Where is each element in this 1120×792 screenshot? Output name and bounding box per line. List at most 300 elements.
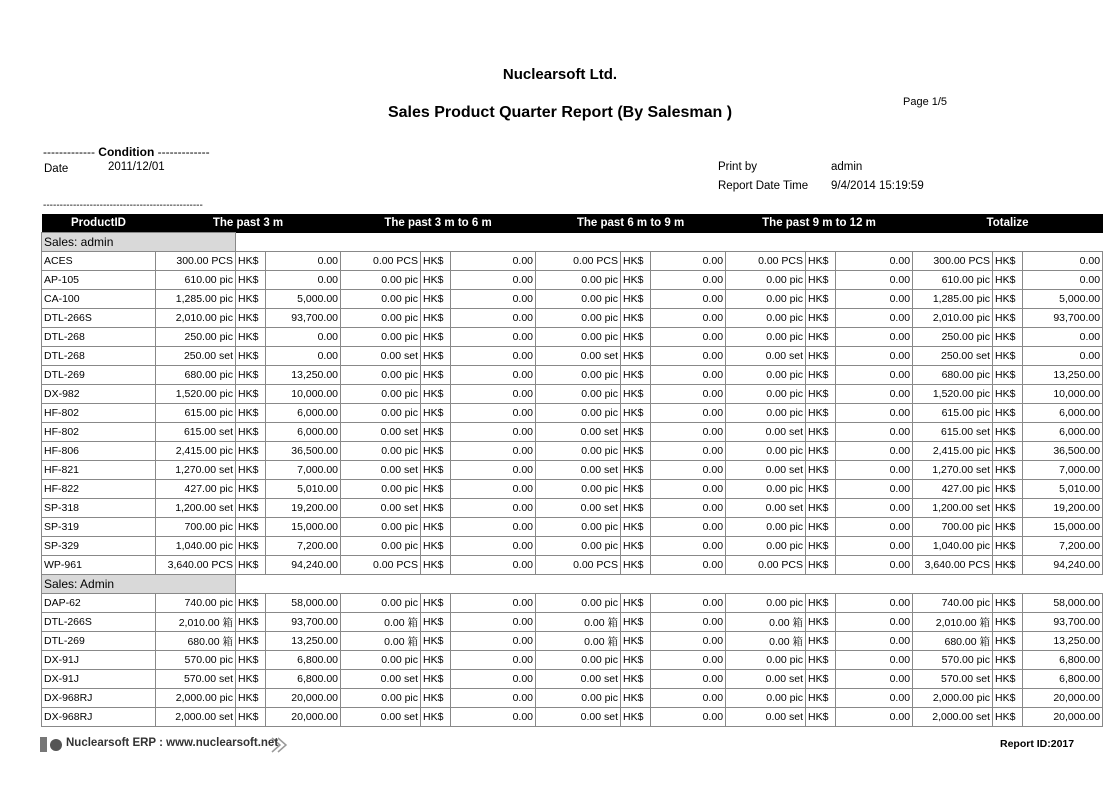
quantity-cell: 0.00 pic (726, 594, 806, 613)
currency-cell: HK$ (236, 556, 266, 575)
amount-cell: 7,000.00 (266, 461, 341, 480)
quantity-cell: 2,010.00 箱 (156, 613, 236, 632)
amount-cell: 36,500.00 (266, 442, 341, 461)
quantity-cell: 250.00 set (913, 347, 993, 366)
currency-cell: HK$ (806, 708, 836, 727)
currency-cell: HK$ (421, 271, 451, 290)
amount-cell: 58,000.00 (266, 594, 341, 613)
quantity-cell: 0.00 箱 (726, 613, 806, 632)
amount-cell: 6,800.00 (1023, 651, 1103, 670)
quantity-cell: 0.00 set (341, 499, 421, 518)
amount-cell: 19,200.00 (266, 499, 341, 518)
quantity-cell: 0.00 pic (341, 385, 421, 404)
quantity-cell: 0.00 pic (536, 537, 621, 556)
amount-cell: 0.00 (451, 385, 536, 404)
table-row (42, 461, 1103, 480)
amount-cell: 0.00 (651, 594, 726, 613)
quantity-cell: 0.00 PCS (536, 556, 621, 575)
product-id-cell: DTL-268 (42, 347, 156, 366)
currency-cell: HK$ (421, 670, 451, 689)
date-label: Date (44, 163, 69, 175)
amount-cell: 20,000.00 (266, 708, 341, 727)
amount-cell: 5,000.00 (266, 290, 341, 309)
page-indicator: Page 1/5 (903, 96, 948, 108)
quantity-cell: 0.00 pic (726, 309, 806, 328)
product-id-cell: HF-822 (42, 480, 156, 499)
amount-cell: 15,000.00 (1023, 518, 1103, 537)
currency-cell: HK$ (236, 518, 266, 537)
amount-cell: 0.00 (451, 480, 536, 499)
currency-cell: HK$ (236, 385, 266, 404)
currency-cell: HK$ (236, 442, 266, 461)
currency-cell: HK$ (993, 309, 1023, 328)
amount-cell: 0.00 (451, 556, 536, 575)
group-header-row (42, 233, 1103, 252)
currency-cell: HK$ (806, 271, 836, 290)
quantity-cell: 615.00 set (156, 423, 236, 442)
currency-cell: HK$ (993, 385, 1023, 404)
currency-cell: HK$ (806, 632, 836, 651)
currency-cell: HK$ (806, 366, 836, 385)
quantity-cell: 0.00 pic (726, 480, 806, 499)
currency-cell: HK$ (806, 518, 836, 537)
date-value: 2011/12/01 (108, 161, 165, 173)
quantity-cell: 0.00 箱 (726, 632, 806, 651)
quantity-cell: 0.00 pic (341, 366, 421, 385)
currency-cell: HK$ (236, 328, 266, 347)
table-row (42, 708, 1103, 727)
amount-cell: 0.00 (651, 480, 726, 499)
quantity-cell: 0.00 pic (536, 309, 621, 328)
table-row (42, 252, 1103, 271)
currency-cell: HK$ (993, 347, 1023, 366)
amount-cell: 94,240.00 (266, 556, 341, 575)
quantity-cell: 0.00 pic (341, 442, 421, 461)
amount-cell: 0.00 (266, 252, 341, 271)
currency-cell: HK$ (236, 708, 266, 727)
amount-cell: 0.00 (651, 651, 726, 670)
amount-cell: 0.00 (651, 328, 726, 347)
currency-cell: HK$ (993, 670, 1023, 689)
currency-cell: HK$ (993, 366, 1023, 385)
quantity-cell: 570.00 set (156, 670, 236, 689)
amount-cell: 0.00 (451, 537, 536, 556)
salesman-group-label: Sales: admin (42, 233, 236, 252)
quantity-cell: 1,285.00 pic (156, 290, 236, 309)
quantity-cell: 0.00 pic (341, 404, 421, 423)
quantity-cell: 0.00 箱 (536, 613, 621, 632)
amount-cell: 0.00 (651, 499, 726, 518)
currency-cell: HK$ (421, 366, 451, 385)
report-time-label: Report Date Time (718, 180, 809, 192)
quantity-cell: 0.00 pic (536, 594, 621, 613)
currency-cell: HK$ (236, 423, 266, 442)
quantity-cell: 0.00 pic (536, 651, 621, 670)
amount-cell: 0.00 (451, 252, 536, 271)
currency-cell: HK$ (621, 594, 651, 613)
quantity-cell: 0.00 箱 (341, 632, 421, 651)
product-id-cell: DX-91J (42, 651, 156, 670)
quantity-cell: 0.00 pic (341, 271, 421, 290)
currency-cell: HK$ (421, 328, 451, 347)
currency-cell: HK$ (993, 328, 1023, 347)
quantity-cell: 615.00 pic (913, 404, 993, 423)
quantity-cell: 300.00 PCS (913, 252, 993, 271)
quantity-cell: 0.00 pic (536, 290, 621, 309)
quantity-cell: 0.00 pic (726, 537, 806, 556)
currency-cell: HK$ (421, 518, 451, 537)
amount-cell: 0.00 (451, 651, 536, 670)
currency-cell: HK$ (806, 423, 836, 442)
table-row (42, 632, 1103, 651)
group-header-row (42, 575, 1103, 594)
quantity-cell: 0.00 pic (341, 651, 421, 670)
amount-cell: 0.00 (651, 708, 726, 727)
product-id-cell: DTL-269 (42, 366, 156, 385)
amount-cell: 0.00 (836, 632, 913, 651)
amount-cell: 0.00 (1023, 328, 1103, 347)
amount-cell: 0.00 (651, 537, 726, 556)
quantity-cell: 3,640.00 PCS (156, 556, 236, 575)
amount-cell: 0.00 (836, 461, 913, 480)
quantity-cell: 680.00 箱 (913, 632, 993, 651)
quantity-cell: 0.00 set (726, 499, 806, 518)
amount-cell: 0.00 (266, 328, 341, 347)
amount-cell: 20,000.00 (266, 689, 341, 708)
currency-cell: HK$ (806, 613, 836, 632)
amount-cell: 0.00 (836, 708, 913, 727)
quantity-cell: 0.00 pic (536, 366, 621, 385)
currency-cell: HK$ (236, 594, 266, 613)
product-id-cell: DX-968RJ (42, 689, 156, 708)
currency-cell: HK$ (621, 632, 651, 651)
currency-cell: HK$ (993, 537, 1023, 556)
condition-dash-left: ------------- (43, 145, 95, 159)
quantity-cell: 0.00 箱 (536, 632, 621, 651)
currency-cell: HK$ (236, 290, 266, 309)
amount-cell: 0.00 (836, 252, 913, 271)
quantity-cell: 300.00 PCS (156, 252, 236, 271)
table-row (42, 537, 1103, 556)
quantity-cell: 0.00 set (726, 461, 806, 480)
currency-cell: HK$ (421, 442, 451, 461)
amount-cell: 15,000.00 (266, 518, 341, 537)
product-id-cell: DTL-268 (42, 328, 156, 347)
amount-cell: 20,000.00 (1023, 689, 1103, 708)
currency-cell: HK$ (806, 404, 836, 423)
quantity-cell: 0.00 pic (726, 271, 806, 290)
quantity-cell: 0.00 set (341, 708, 421, 727)
condition-divider: ------------------------------------------------ (43, 200, 203, 211)
quantity-cell: 0.00 pic (341, 689, 421, 708)
amount-cell: 5,010.00 (266, 480, 341, 499)
product-id-cell: DX-982 (42, 385, 156, 404)
amount-cell: 13,250.00 (266, 366, 341, 385)
currency-cell: HK$ (621, 423, 651, 442)
table-row (42, 556, 1103, 575)
currency-cell: HK$ (621, 480, 651, 499)
currency-cell: HK$ (621, 613, 651, 632)
quantity-cell: 0.00 PCS (341, 252, 421, 271)
currency-cell: HK$ (806, 309, 836, 328)
currency-cell: HK$ (621, 537, 651, 556)
quantity-cell: 2,000.00 set (156, 708, 236, 727)
company-name: Nuclearsoft Ltd. (502, 66, 618, 83)
quantity-cell: 0.00 set (341, 670, 421, 689)
amount-cell: 6,000.00 (266, 404, 341, 423)
currency-cell: HK$ (806, 461, 836, 480)
currency-cell: HK$ (621, 404, 651, 423)
currency-cell: HK$ (421, 556, 451, 575)
quantity-cell: 680.00 pic (913, 366, 993, 385)
currency-cell: HK$ (621, 708, 651, 727)
amount-cell: 0.00 (836, 537, 913, 556)
table-row (42, 309, 1103, 328)
quantity-cell: 0.00 pic (536, 689, 621, 708)
quantity-cell: 0.00 pic (726, 328, 806, 347)
amount-cell: 94,240.00 (1023, 556, 1103, 575)
amount-cell: 0.00 (651, 556, 726, 575)
quantity-cell: 0.00 pic (536, 442, 621, 461)
amount-cell: 13,250.00 (1023, 366, 1103, 385)
quantity-cell: 740.00 pic (156, 594, 236, 613)
amount-cell: 0.00 (836, 347, 913, 366)
col-totalize: Totalize (913, 214, 1103, 233)
currency-cell: HK$ (621, 328, 651, 347)
table-row (42, 689, 1103, 708)
currency-cell: HK$ (421, 347, 451, 366)
amount-cell: 0.00 (836, 271, 913, 290)
currency-cell: HK$ (993, 499, 1023, 518)
amount-cell: 6,800.00 (266, 651, 341, 670)
currency-cell: HK$ (806, 689, 836, 708)
quantity-cell: 0.00 set (341, 461, 421, 480)
currency-cell: HK$ (621, 651, 651, 670)
amount-cell: 0.00 (836, 651, 913, 670)
amount-cell: 0.00 (836, 556, 913, 575)
currency-cell: HK$ (421, 499, 451, 518)
currency-cell: HK$ (806, 347, 836, 366)
quantity-cell: 570.00 pic (156, 651, 236, 670)
product-id-cell: WP-961 (42, 556, 156, 575)
currency-cell: HK$ (621, 442, 651, 461)
table-row (42, 480, 1103, 499)
quantity-cell: 615.00 pic (156, 404, 236, 423)
currency-cell: HK$ (993, 271, 1023, 290)
currency-cell: HK$ (621, 366, 651, 385)
quantity-cell: 0.00 set (536, 499, 621, 518)
amount-cell: 0.00 (451, 461, 536, 480)
currency-cell: HK$ (421, 404, 451, 423)
amount-cell: 0.00 (451, 594, 536, 613)
amount-cell: 0.00 (836, 328, 913, 347)
currency-cell: HK$ (806, 385, 836, 404)
currency-cell: HK$ (421, 537, 451, 556)
table-header-row (42, 214, 1103, 233)
currency-cell: HK$ (621, 689, 651, 708)
amount-cell: 5,000.00 (1023, 290, 1103, 309)
amount-cell: 0.00 (836, 309, 913, 328)
currency-cell: HK$ (993, 556, 1023, 575)
product-id-cell: DTL-266S (42, 309, 156, 328)
amount-cell: 58,000.00 (1023, 594, 1103, 613)
product-id-cell: DX-91J (42, 670, 156, 689)
amount-cell: 0.00 (836, 499, 913, 518)
amount-cell: 0.00 (836, 689, 913, 708)
quantity-cell: 0.00 pic (726, 290, 806, 309)
amount-cell: 7,200.00 (1023, 537, 1103, 556)
footer-logo (40, 735, 294, 755)
currency-cell: HK$ (236, 651, 266, 670)
amount-cell: 6,000.00 (1023, 404, 1103, 423)
currency-cell: HK$ (421, 309, 451, 328)
currency-cell: HK$ (993, 480, 1023, 499)
quantity-cell: 0.00 pic (536, 404, 621, 423)
quantity-cell: 0.00 pic (341, 594, 421, 613)
amount-cell: 93,700.00 (1023, 309, 1103, 328)
amount-cell: 0.00 (651, 271, 726, 290)
currency-cell: HK$ (421, 423, 451, 442)
amount-cell: 0.00 (266, 347, 341, 366)
footer-logo-text: Nuclearsoft ERP : www.nuclearsoft.net (66, 737, 279, 749)
currency-cell: HK$ (621, 290, 651, 309)
quantity-cell: 570.00 pic (913, 651, 993, 670)
currency-cell: HK$ (993, 518, 1023, 537)
condition-label: Condition (98, 145, 155, 159)
amount-cell: 0.00 (836, 366, 913, 385)
currency-cell: HK$ (806, 651, 836, 670)
product-id-cell: SP-319 (42, 518, 156, 537)
quantity-cell: 0.00 set (341, 423, 421, 442)
currency-cell: HK$ (621, 556, 651, 575)
product-id-cell: ACES (42, 252, 156, 271)
amount-cell: 19,200.00 (1023, 499, 1103, 518)
currency-cell: HK$ (621, 461, 651, 480)
amount-cell: 0.00 (651, 423, 726, 442)
quantity-cell: 1,270.00 set (156, 461, 236, 480)
amount-cell: 13,250.00 (1023, 632, 1103, 651)
amount-cell: 0.00 (451, 689, 536, 708)
amount-cell: 0.00 (451, 708, 536, 727)
table-row (42, 385, 1103, 404)
currency-cell: HK$ (993, 594, 1023, 613)
amount-cell: 0.00 (651, 442, 726, 461)
currency-cell: HK$ (621, 670, 651, 689)
currency-cell: HK$ (806, 442, 836, 461)
amount-cell: 7,000.00 (1023, 461, 1103, 480)
currency-cell: HK$ (421, 252, 451, 271)
quantity-cell: 2,000.00 set (913, 708, 993, 727)
currency-cell: HK$ (993, 290, 1023, 309)
amount-cell: 0.00 (451, 366, 536, 385)
amount-cell: 0.00 (651, 632, 726, 651)
quantity-cell: 0.00 pic (536, 480, 621, 499)
amount-cell: 6,800.00 (266, 670, 341, 689)
quantity-cell: 0.00 set (726, 423, 806, 442)
currency-cell: HK$ (993, 461, 1023, 480)
product-id-cell: HF-806 (42, 442, 156, 461)
quantity-cell: 250.00 pic (156, 328, 236, 347)
product-id-cell: HF-821 (42, 461, 156, 480)
amount-cell: 0.00 (451, 499, 536, 518)
amount-cell: 0.00 (836, 423, 913, 442)
col-past-3-6m: The past 3 m to 6 m (341, 214, 536, 233)
amount-cell: 13,250.00 (266, 632, 341, 651)
quantity-cell: 0.00 set (341, 347, 421, 366)
amount-cell: 0.00 (651, 366, 726, 385)
quantity-cell: 700.00 pic (913, 518, 993, 537)
quantity-cell: 0.00 pic (536, 385, 621, 404)
quantity-cell: 0.00 pic (726, 385, 806, 404)
currency-cell: HK$ (421, 290, 451, 309)
condition-dash-right: ------------- (157, 145, 210, 159)
amount-cell: 10,000.00 (1023, 385, 1103, 404)
currency-cell: HK$ (621, 252, 651, 271)
condition-heading (43, 145, 210, 159)
quantity-cell: 0.00 pic (726, 651, 806, 670)
currency-cell: HK$ (421, 385, 451, 404)
quantity-cell: 700.00 pic (156, 518, 236, 537)
table-row (42, 290, 1103, 309)
table-row (42, 271, 1103, 290)
currency-cell: HK$ (421, 632, 451, 651)
quantity-cell: 0.00 set (536, 347, 621, 366)
amount-cell: 0.00 (651, 290, 726, 309)
quantity-cell: 680.00 箱 (156, 632, 236, 651)
currency-cell: HK$ (621, 271, 651, 290)
amount-cell: 0.00 (651, 461, 726, 480)
currency-cell: HK$ (236, 689, 266, 708)
quantity-cell: 427.00 pic (156, 480, 236, 499)
currency-cell: HK$ (621, 518, 651, 537)
amount-cell: 0.00 (651, 613, 726, 632)
currency-cell: HK$ (993, 404, 1023, 423)
table-row (42, 328, 1103, 347)
quantity-cell: 2,010.00 pic (156, 309, 236, 328)
currency-cell: HK$ (993, 689, 1023, 708)
quantity-cell: 615.00 set (913, 423, 993, 442)
quantity-cell: 0.00 pic (726, 442, 806, 461)
currency-cell: HK$ (236, 613, 266, 632)
amount-cell: 0.00 (651, 670, 726, 689)
table-row (42, 499, 1103, 518)
amount-cell: 0.00 (451, 271, 536, 290)
quantity-cell: 1,520.00 pic (156, 385, 236, 404)
currency-cell: HK$ (236, 461, 266, 480)
quantity-cell: 0.00 set (726, 347, 806, 366)
quantity-cell: 680.00 pic (156, 366, 236, 385)
quantity-cell: 0.00 set (726, 670, 806, 689)
amount-cell: 0.00 (836, 404, 913, 423)
currency-cell: HK$ (421, 613, 451, 632)
quantity-cell: 3,640.00 PCS (913, 556, 993, 575)
quantity-cell: 2,000.00 pic (913, 689, 993, 708)
quantity-cell: 610.00 pic (913, 271, 993, 290)
currency-cell: HK$ (236, 309, 266, 328)
quantity-cell: 0.00 set (536, 423, 621, 442)
quantity-cell: 1,200.00 set (156, 499, 236, 518)
currency-cell: HK$ (993, 252, 1023, 271)
print-by-label: Print by (718, 161, 757, 173)
quantity-cell: 0.00 pic (536, 328, 621, 347)
product-id-cell: SP-318 (42, 499, 156, 518)
amount-cell: 0.00 (836, 518, 913, 537)
currency-cell: HK$ (806, 499, 836, 518)
quantity-cell: 250.00 set (156, 347, 236, 366)
amount-cell: 0.00 (451, 632, 536, 651)
quantity-cell: 2,415.00 pic (156, 442, 236, 461)
amount-cell: 10,000.00 (266, 385, 341, 404)
